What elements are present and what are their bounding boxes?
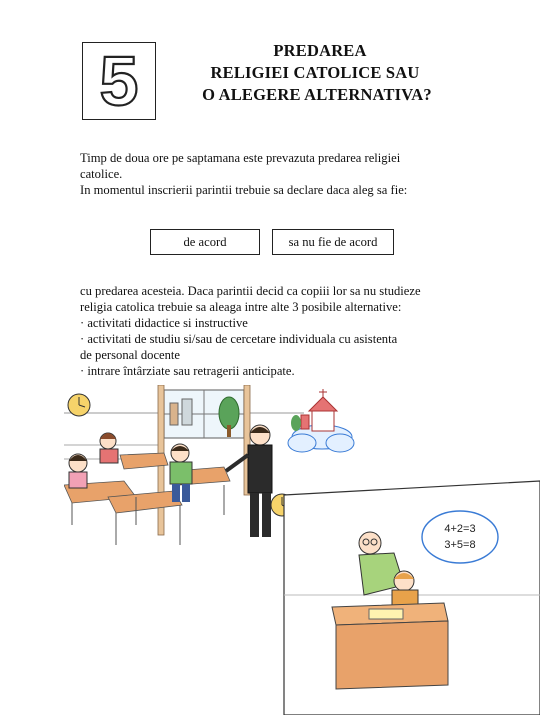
alternatives-paragraph: [80, 283, 480, 379]
title-line-3: O ALEGERE ALTERNATIVA?: [202, 85, 432, 104]
tree: [219, 397, 239, 429]
digit-five-outline-icon: [83, 43, 155, 119]
study-desk: [332, 603, 448, 689]
alternative-item-3: · intrare întârziate sau retragerii anticipate.: [80, 364, 295, 378]
board-line-1: 4+2=3: [444, 523, 476, 535]
study-scene: [284, 481, 540, 715]
math-board: [422, 511, 498, 563]
intro-line-3: In momentul inscrierii parintii trebuie sa declare daca aleg sa fie:: [80, 183, 408, 197]
option-agree-box[interactable]: de acord: [150, 229, 260, 255]
child-girl-back: [100, 433, 118, 463]
alternative-item-2-cont: de personal docente: [80, 348, 181, 362]
desks: [64, 453, 230, 545]
body-line-1: cu predarea acesteia. Daca parintii decid ca copiii lor sa nu studieze: [80, 284, 421, 298]
alternative-item-2: · activitati de studiu si/sau de cercetare individuala cu asistenta: [80, 332, 398, 346]
board-line-2: 3+5=8: [444, 539, 476, 551]
church-on-cloud-icon: [288, 389, 354, 452]
body-line-2: religia catolica trebuie sa aleaga intre alte 3 posibile alternative:: [80, 300, 402, 314]
school-illustration: [64, 385, 540, 715]
child-boy: [170, 444, 192, 502]
option-disagree-box[interactable]: sa nu fie de acord: [272, 229, 394, 255]
chapter-number: 5: [99, 43, 139, 119]
page-title: [150, 40, 480, 106]
wall-clock-icon: [68, 394, 90, 416]
chapter-number-box: [82, 42, 156, 120]
title-line-2: RELIGIEI CATOLICE SAU: [210, 63, 420, 82]
intro-line-2: catolice.: [80, 167, 123, 181]
title-line-1: PREDAREA: [273, 41, 367, 60]
alternative-item-1: · activitati didactice si instructive: [80, 316, 248, 330]
intro-line-1: Timp de doua ore pe saptamana este prevazuta predarea religiei: [80, 151, 401, 165]
intro-paragraph: [80, 150, 480, 198]
child-girl-left: [69, 454, 87, 488]
